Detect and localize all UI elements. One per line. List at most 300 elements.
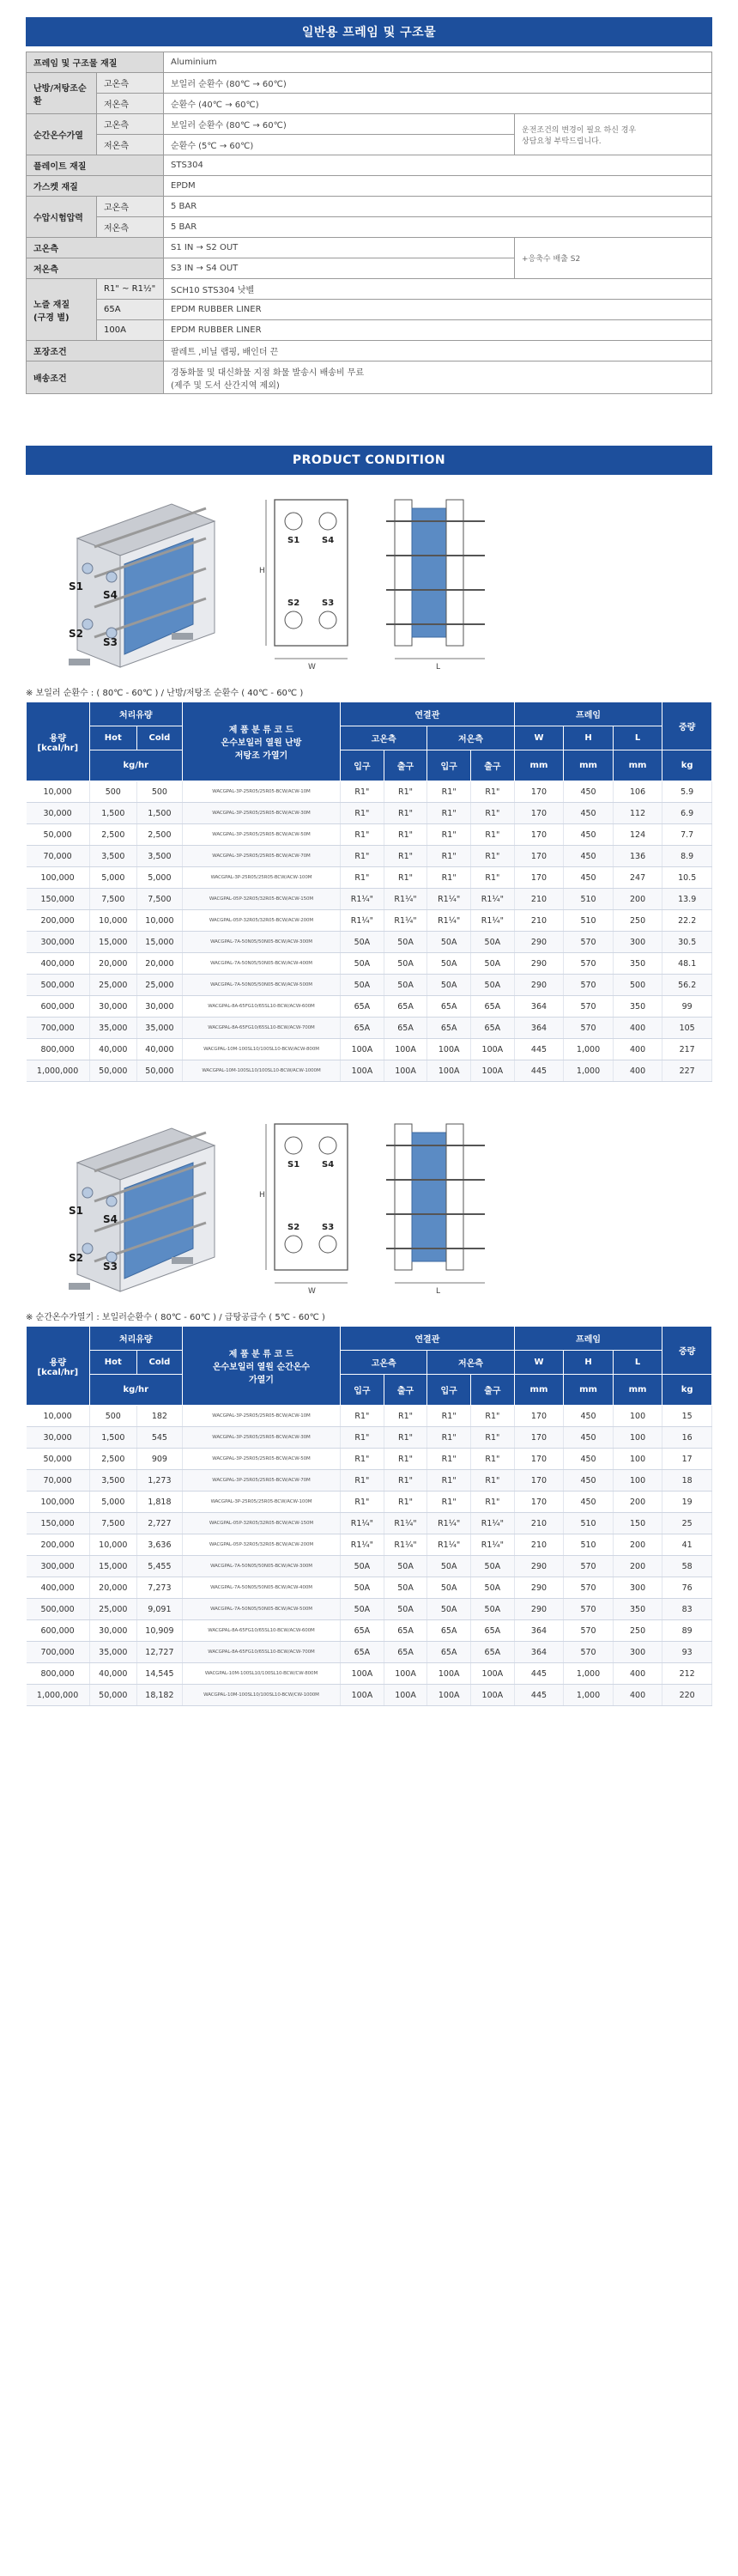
table-cell: 100A <box>341 1663 384 1685</box>
port-s4-label: S4 <box>103 1213 118 1225</box>
table-cell: 1,000 <box>564 1039 614 1060</box>
spec-label-line: (구경 별) <box>33 313 70 323</box>
table-cell: 450 <box>564 867 614 889</box>
table-cell: 217 <box>662 1039 712 1060</box>
spec-label-line: 노즐 재질 <box>33 300 70 310</box>
table-cell: R1¼" <box>384 910 427 932</box>
table-row <box>27 824 712 846</box>
table-cell: 350 <box>613 1599 662 1620</box>
table-cell: 13.9 <box>662 889 712 910</box>
table-row <box>27 1039 712 1060</box>
table-cell: R1" <box>384 1470 427 1492</box>
product-code-cell: WACGPAL-3P-25R05/25R05-BCW/ACW-70M <box>182 846 340 867</box>
table-cell: 65A <box>384 996 427 1018</box>
table-cell: R1" <box>384 1492 427 1513</box>
table-cell: 450 <box>564 1406 614 1427</box>
table-cell: 500 <box>613 975 662 996</box>
table-cell: R1¼" <box>427 889 471 910</box>
table-cell: 170 <box>514 803 564 824</box>
table-cell: 50A <box>471 975 515 996</box>
table-cell: 40,000 <box>89 1663 136 1685</box>
table-cell: 445 <box>514 1060 564 1082</box>
table-cell: 170 <box>514 846 564 867</box>
table-cell: R1¼" <box>471 889 515 910</box>
table-cell: 500 <box>136 781 182 803</box>
header-frame: 프레임 <box>514 1327 662 1351</box>
table-cell: 570 <box>564 975 614 996</box>
table-cell: R1¼" <box>341 1513 384 1534</box>
table-cell: R1" <box>384 846 427 867</box>
table-cell: 100A <box>341 1060 384 1082</box>
port-s3-label: S3 <box>103 1261 118 1273</box>
table-cell: 700,000 <box>27 1018 90 1039</box>
spec-value: S1 IN → S2 OUT <box>164 238 515 258</box>
table-cell: 50A <box>471 1599 515 1620</box>
table-cell: 14,545 <box>136 1663 182 1685</box>
table-cell: 100A <box>384 1685 427 1706</box>
table-cell: 170 <box>514 1449 564 1470</box>
table-cell: 50A <box>384 932 427 953</box>
dimension-l-label: L <box>436 663 441 671</box>
table-cell: 50A <box>384 1577 427 1599</box>
table-cell: 17 <box>662 1449 712 1470</box>
exchanger-front-drawing <box>257 1111 506 1309</box>
table-cell: 30,000 <box>89 996 136 1018</box>
table-cell: 450 <box>564 846 614 867</box>
table-cell: 510 <box>564 910 614 932</box>
table-cell: R1¼" <box>471 1534 515 1556</box>
header-hot: Hot <box>89 726 136 750</box>
table-cell: 7,500 <box>89 889 136 910</box>
header-cold: Cold <box>136 1351 182 1375</box>
header-capacity <box>27 1327 90 1406</box>
table-cell: 10,909 <box>136 1620 182 1642</box>
table-row <box>27 1663 712 1685</box>
table-cell: 76 <box>662 1577 712 1599</box>
table-cell: R1" <box>427 1427 471 1449</box>
table-row <box>27 932 712 953</box>
table-cell: 50,000 <box>27 1449 90 1470</box>
table-cell: 300,000 <box>27 932 90 953</box>
product-table-instant <box>26 1326 712 1706</box>
spec-value: 보일러 순환수 (80℃ → 60℃) <box>164 73 712 94</box>
product-code-cell: WACGPAL-7A-50N05/50N05-BCW/ACW-400M <box>182 1577 340 1599</box>
table-cell: R1" <box>341 1406 384 1427</box>
table-cell: 570 <box>564 1556 614 1577</box>
table-cell: R1" <box>341 803 384 824</box>
table-cell: 65A <box>471 1642 515 1663</box>
table-cell: 65A <box>427 996 471 1018</box>
table-cell: 112 <box>613 803 662 824</box>
table-cell: 105 <box>662 1018 712 1039</box>
table-cell: 30,000 <box>89 1620 136 1642</box>
header-mm: mm <box>564 750 614 781</box>
table-cell: 800,000 <box>27 1663 90 1685</box>
table-row <box>27 1018 712 1039</box>
spec-label <box>27 279 97 341</box>
table-cell: 89 <box>662 1620 712 1642</box>
table-cell: 400 <box>613 1060 662 1082</box>
table-cell: 93 <box>662 1642 712 1663</box>
header-outlet: 출구 <box>471 750 515 781</box>
table-cell: 50A <box>471 1577 515 1599</box>
port-s4-label: S4 <box>103 589 118 601</box>
table-cell: 500,000 <box>27 1599 90 1620</box>
table-cell: 290 <box>514 1599 564 1620</box>
table-cell: 450 <box>564 781 614 803</box>
table-cell: 65A <box>341 1642 384 1663</box>
spec-label: 난방/저탕조순환 <box>27 73 97 114</box>
table-cell: 100 <box>613 1449 662 1470</box>
table-cell: 3,500 <box>89 1470 136 1492</box>
table-cell: 10,000 <box>89 910 136 932</box>
table-cell: 15,000 <box>89 1556 136 1577</box>
table-cell: 212 <box>662 1663 712 1685</box>
table-cell: 30,000 <box>27 803 90 824</box>
table-cell: R1" <box>341 1427 384 1449</box>
front-s2-label: S2 <box>287 1223 300 1232</box>
table-cell: R1¼" <box>384 889 427 910</box>
table-cell: 100A <box>427 1663 471 1685</box>
table-cell: 16 <box>662 1427 712 1449</box>
header-mm: mm <box>514 750 564 781</box>
table-cell: R1" <box>341 781 384 803</box>
product-code-cell: WACGPAL-3P-25R05/25R05-BCW/ACW-10M <box>182 781 340 803</box>
product-table-heating <box>26 702 712 1082</box>
header-hot: Hot <box>89 1351 136 1375</box>
spec-sublabel: R1" ~ R1½" <box>97 279 164 300</box>
front-s2-label: S2 <box>287 598 300 608</box>
table-cell: 99 <box>662 996 712 1018</box>
product-code-cell: WACGPAL-8A-65FG10/65SL10-BCW/ACW-600M <box>182 996 340 1018</box>
table-cell: R1¼" <box>427 1534 471 1556</box>
table-cell: 50A <box>341 1556 384 1577</box>
table-cell: 1,818 <box>136 1492 182 1513</box>
header-capacity-label: 용량 <box>49 1358 66 1368</box>
table-cell: 5,455 <box>136 1556 182 1577</box>
table-cell: 445 <box>514 1663 564 1685</box>
table-cell: 364 <box>514 1620 564 1642</box>
table-cell: 65A <box>341 1018 384 1039</box>
table-cell: R1" <box>471 1406 515 1427</box>
header-code-line: 저탕조 가열기 <box>234 751 288 761</box>
header-conn-cold: 저온측 <box>427 726 514 750</box>
table-cell: R1" <box>341 867 384 889</box>
table-cell: R1" <box>427 846 471 867</box>
table-cell: 500 <box>89 1406 136 1427</box>
spec-title-bar: 일반용 프레임 및 구조물 <box>26 17 712 46</box>
port-s3-label: S3 <box>103 636 118 648</box>
table-cell: 6.9 <box>662 803 712 824</box>
table-cell: R1" <box>427 1449 471 1470</box>
table-cell: 400 <box>613 1039 662 1060</box>
table-cell: 600,000 <box>27 1620 90 1642</box>
header-outlet: 출구 <box>471 1375 515 1406</box>
table-cell: 50A <box>471 1556 515 1577</box>
table-cell: R1" <box>384 867 427 889</box>
table-cell: 2,500 <box>136 824 182 846</box>
spec-value: 5 BAR <box>164 217 712 238</box>
table-cell: 350 <box>613 996 662 1018</box>
header-code-line: 제 품 분 류 코 드 <box>228 1350 294 1359</box>
table-cell: 570 <box>564 1642 614 1663</box>
table-cell: 445 <box>514 1685 564 1706</box>
table-cell: 10,000 <box>136 910 182 932</box>
table-cell: 50,000 <box>89 1060 136 1082</box>
table-cell: R1¼" <box>471 910 515 932</box>
table-cell: 50A <box>341 953 384 975</box>
table-cell: 300 <box>613 932 662 953</box>
table-cell: 70,000 <box>27 846 90 867</box>
front-s3-label: S3 <box>322 598 335 608</box>
table-cell: 100A <box>471 1663 515 1685</box>
header-mm: mm <box>613 750 662 781</box>
table-row <box>27 1620 712 1642</box>
header-connection: 연결관 <box>341 1327 515 1351</box>
header-conn-hot: 고온측 <box>341 1351 427 1375</box>
header-capacity-unit: [kcal/hr] <box>37 743 79 753</box>
spec-value-line: 경동화물 및 대신화물 지점 화물 발송시 배송비 무료 <box>171 368 365 378</box>
spec-label: 수압시험압력 <box>27 197 97 238</box>
spec-value: S3 IN → S4 OUT <box>164 258 515 279</box>
spec-sublabel: 고온측 <box>97 114 164 135</box>
table-cell: 1,500 <box>136 803 182 824</box>
table-cell: R1" <box>471 824 515 846</box>
header-mm: mm <box>564 1375 614 1406</box>
table-cell: R1" <box>384 803 427 824</box>
table-cell: 290 <box>514 932 564 953</box>
spec-value-line: (제주 및 도서 산간지역 제외) <box>171 380 280 391</box>
table-cell: 100 <box>613 1427 662 1449</box>
table-cell: 210 <box>514 910 564 932</box>
table-row <box>27 1470 712 1492</box>
table-cell: 570 <box>564 932 614 953</box>
spec-value: 5 BAR <box>164 197 712 217</box>
table-row <box>27 1406 712 1427</box>
spec-label: 플레이트 재질 <box>27 155 164 176</box>
header-outlet: 출구 <box>384 750 427 781</box>
table-cell: 1,273 <box>136 1470 182 1492</box>
table-cell: R1" <box>471 1449 515 1470</box>
header-code <box>182 702 340 781</box>
table-cell: 100A <box>384 1060 427 1082</box>
table-cell: 400 <box>613 1663 662 1685</box>
spec-sublabel: 100A <box>97 320 164 341</box>
table-cell: 2,500 <box>89 824 136 846</box>
table-cell: 58 <box>662 1556 712 1577</box>
header-code-line: 온수보일러 열원 난방 <box>221 738 302 748</box>
table-cell: 30.5 <box>662 932 712 953</box>
table-cell: 290 <box>514 975 564 996</box>
table-cell: 2,500 <box>89 1449 136 1470</box>
front-s4-label: S4 <box>322 1160 335 1170</box>
spec-value: SCH10 STS304 낫벨 <box>164 279 712 300</box>
table-cell: 5,000 <box>89 1492 136 1513</box>
table-cell: 124 <box>613 824 662 846</box>
product-code-cell: WACGPAL-3P-25R05/25R05-BCW/ACW-30M <box>182 803 340 824</box>
table-cell: 65A <box>427 1620 471 1642</box>
table-cell: 20,000 <box>89 953 136 975</box>
table-cell: 10,000 <box>89 1534 136 1556</box>
table-cell: R1¼" <box>341 910 384 932</box>
table-cell: 25,000 <box>136 975 182 996</box>
spec-sublabel: 고온측 <box>97 73 164 94</box>
table-cell: 7,273 <box>136 1577 182 1599</box>
table-cell: 65A <box>427 1642 471 1663</box>
spec-sublabel: 저온측 <box>97 94 164 114</box>
header-mm: mm <box>514 1375 564 1406</box>
spec-note-line: 상담요청 부탁드립니다. <box>522 137 602 146</box>
table-cell: 450 <box>564 803 614 824</box>
spec-value: 순환수 (5℃ → 60℃) <box>164 135 515 155</box>
table-cell: 65A <box>341 996 384 1018</box>
product-code-cell: WACGPAL-05P-32R05/32R05-BCW/ACW-150M <box>182 1513 340 1534</box>
table-cell: 450 <box>564 1449 614 1470</box>
product-code-cell: WACGPAL-7A-50N05/50N05-BCW/ACW-500M <box>182 1599 340 1620</box>
header-weight: 중량 <box>662 702 712 750</box>
table-cell: 50A <box>427 953 471 975</box>
table-cell: 350 <box>613 953 662 975</box>
table-cell: 150,000 <box>27 889 90 910</box>
table-cell: 48.1 <box>662 953 712 975</box>
header-inlet: 입구 <box>341 1375 384 1406</box>
table-cell: 800,000 <box>27 1039 90 1060</box>
product-code-cell: WACGPAL-3P-25R05/25R05-BCW/ACW-50M <box>182 1449 340 1470</box>
port-s1-label: S1 <box>69 580 83 592</box>
table-cell: 500 <box>89 781 136 803</box>
product-code-cell: WACGPAL-3P-25R05/25R05-BCW/ACW-70M <box>182 1470 340 1492</box>
table-cell: 100A <box>384 1039 427 1060</box>
table-cell: 10,000 <box>27 1406 90 1427</box>
table-cell: R1¼" <box>384 1534 427 1556</box>
table1-condition: ※ 보일러 순환수 : ( 80℃ - 60℃ ) / 난방/저탕조 순환수 ( 40℃ - 60℃ ) <box>26 689 304 698</box>
table-cell: 570 <box>564 996 614 1018</box>
table-cell: 3,636 <box>136 1534 182 1556</box>
table-row <box>27 1599 712 1620</box>
table-cell: 30,000 <box>27 1427 90 1449</box>
table-cell: 1,500 <box>89 803 136 824</box>
table-cell: 290 <box>514 1556 564 1577</box>
table-cell: 7,500 <box>89 1513 136 1534</box>
table-row <box>27 1685 712 1706</box>
header-flow: 처리유량 <box>89 1327 182 1351</box>
product-code-cell: WACGPAL-10M-100SL10/100SL10-BCW/CW-1000M <box>182 1685 340 1706</box>
spec-label: 가스켓 재질 <box>27 176 164 197</box>
table-cell: 1,000,000 <box>27 1685 90 1706</box>
table-cell: R1" <box>341 1449 384 1470</box>
product-code-cell: WACGPAL-7A-50N05/50N05-BCW/ACW-300M <box>182 932 340 953</box>
table-cell: R1" <box>341 846 384 867</box>
table-cell: 450 <box>564 1492 614 1513</box>
product-code-cell: WACGPAL-7A-50N05/50N05-BCW/ACW-300M <box>182 1556 340 1577</box>
header-capacity-label: 용량 <box>49 733 66 744</box>
table-cell: R1" <box>427 1492 471 1513</box>
spec-label: 저온측 <box>27 258 164 279</box>
table-cell: R1" <box>341 1470 384 1492</box>
table-cell: R1" <box>384 1406 427 1427</box>
table-cell: 364 <box>514 1018 564 1039</box>
table-cell: R1" <box>384 1427 427 1449</box>
product-code-cell: WACGPAL-3P-25R05/25R05-BCW/ACW-10M <box>182 1406 340 1427</box>
table-cell: R1" <box>341 1492 384 1513</box>
table-cell: 2,727 <box>136 1513 182 1534</box>
table-cell: 909 <box>136 1449 182 1470</box>
spec-sublabel: 저온측 <box>97 135 164 155</box>
table-cell: 170 <box>514 1470 564 1492</box>
table-cell: 100A <box>341 1039 384 1060</box>
table-cell: 65A <box>471 1620 515 1642</box>
table-cell: 570 <box>564 1599 614 1620</box>
table-cell: 210 <box>514 1513 564 1534</box>
front-s1-label: S1 <box>287 1160 300 1170</box>
header-conn-cold: 저온측 <box>427 1351 514 1375</box>
table-cell: 200,000 <box>27 910 90 932</box>
table-cell: 250 <box>613 910 662 932</box>
spec-sublabel: 65A <box>97 300 164 320</box>
table-cell: 50A <box>341 1577 384 1599</box>
table-cell: 182 <box>136 1406 182 1427</box>
table-cell: 1,500 <box>89 1427 136 1449</box>
table-cell: 700,000 <box>27 1642 90 1663</box>
spec-value <box>164 361 712 394</box>
spec-table <box>26 52 712 394</box>
table-cell: 170 <box>514 781 564 803</box>
table-cell: 570 <box>564 1620 614 1642</box>
product-code-cell: WACGPAL-7A-50N05/50N05-BCW/ACW-400M <box>182 953 340 975</box>
spec-sublabel: 저온측 <box>97 217 164 238</box>
port-s1-label: S1 <box>69 1205 83 1217</box>
spec-label: 고온측 <box>27 238 164 258</box>
table-cell: 41 <box>662 1534 712 1556</box>
table-cell: 170 <box>514 1427 564 1449</box>
product-code-cell: WACGPAL-10M-100SL10/100SL10-BCW/ACW-800M <box>182 1039 340 1060</box>
header-frame: 프레임 <box>514 702 662 726</box>
table-cell: 50A <box>427 932 471 953</box>
exchanger-3d-illustration <box>43 487 240 684</box>
table-cell: R1¼" <box>471 1513 515 1534</box>
table-row <box>27 910 712 932</box>
product-code-cell: WACGPAL-05P-32R05/32R05-BCW/ACW-150M <box>182 889 340 910</box>
table-cell: R1" <box>384 824 427 846</box>
table-cell: 100A <box>427 1060 471 1082</box>
spec-value: Aluminium <box>164 52 712 73</box>
table-cell: 250 <box>613 1620 662 1642</box>
table-cell: 1,000 <box>564 1663 614 1685</box>
table-cell: R1" <box>471 1470 515 1492</box>
dimension-h-label: H <box>259 1191 265 1200</box>
table-cell: 50A <box>471 932 515 953</box>
table-row <box>27 803 712 824</box>
port-s2-label: S2 <box>69 628 83 640</box>
table-cell: 400 <box>613 1018 662 1039</box>
table-cell: R1" <box>341 824 384 846</box>
table-cell: R1" <box>427 1406 471 1427</box>
product-code-cell: WACGPAL-8A-65FG10/65SL10-BCW/ACW-600M <box>182 1620 340 1642</box>
figure-group-2 <box>26 1111 712 1309</box>
product-code-cell: WACGPAL-05P-32R05/32R05-BCW/ACW-200M <box>182 1534 340 1556</box>
figure-group-1 <box>26 487 712 684</box>
header-capacity-unit: [kcal/hr] <box>37 1367 79 1377</box>
dimension-l-label: L <box>436 1287 441 1296</box>
header-kg: kg <box>662 750 712 781</box>
table-cell: 545 <box>136 1427 182 1449</box>
table-cell: 210 <box>514 1534 564 1556</box>
table-cell: 450 <box>564 824 614 846</box>
table-cell: R1" <box>384 1449 427 1470</box>
table-cell: 18,182 <box>136 1685 182 1706</box>
table-cell: R1" <box>427 781 471 803</box>
table-cell: R1" <box>427 1470 471 1492</box>
